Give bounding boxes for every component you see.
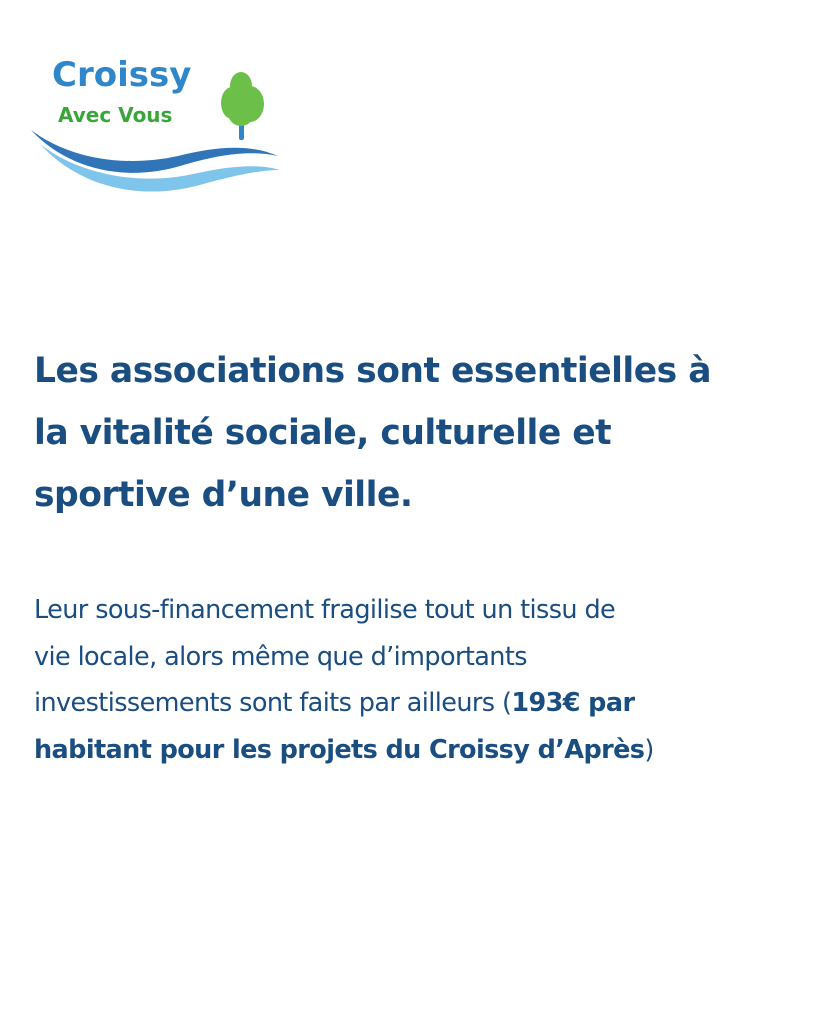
- body-line-2: vie locale, alors même que d’importants: [34, 641, 527, 672]
- logo-title: Croissy: [52, 55, 192, 95]
- headline-line-2: la vitalité sociale, culturelle et: [34, 413, 612, 453]
- body-line-1: Leur sous-financement fragilise tout un tissu de: [34, 595, 616, 625]
- logo-subtitle: Avec Vous: [58, 103, 173, 127]
- headline-line-3: sportive d’une ville.: [34, 475, 413, 515]
- tree-icon: [221, 72, 264, 140]
- body-line-4-bold: habitant pour les projets du Croissy d’Après: [34, 734, 645, 765]
- croissy-avec-vous-logo: [28, 48, 290, 208]
- body-line-4-close: ): [644, 734, 654, 765]
- body-line-3-plain: investissements sont faits par ailleurs (: [34, 688, 512, 718]
- headline: [34, 340, 804, 526]
- headline-line-1: Les associations sont essentielles à: [34, 351, 711, 391]
- body-line-3-bold: 193€ par: [511, 688, 635, 718]
- body-paragraph: [34, 587, 804, 773]
